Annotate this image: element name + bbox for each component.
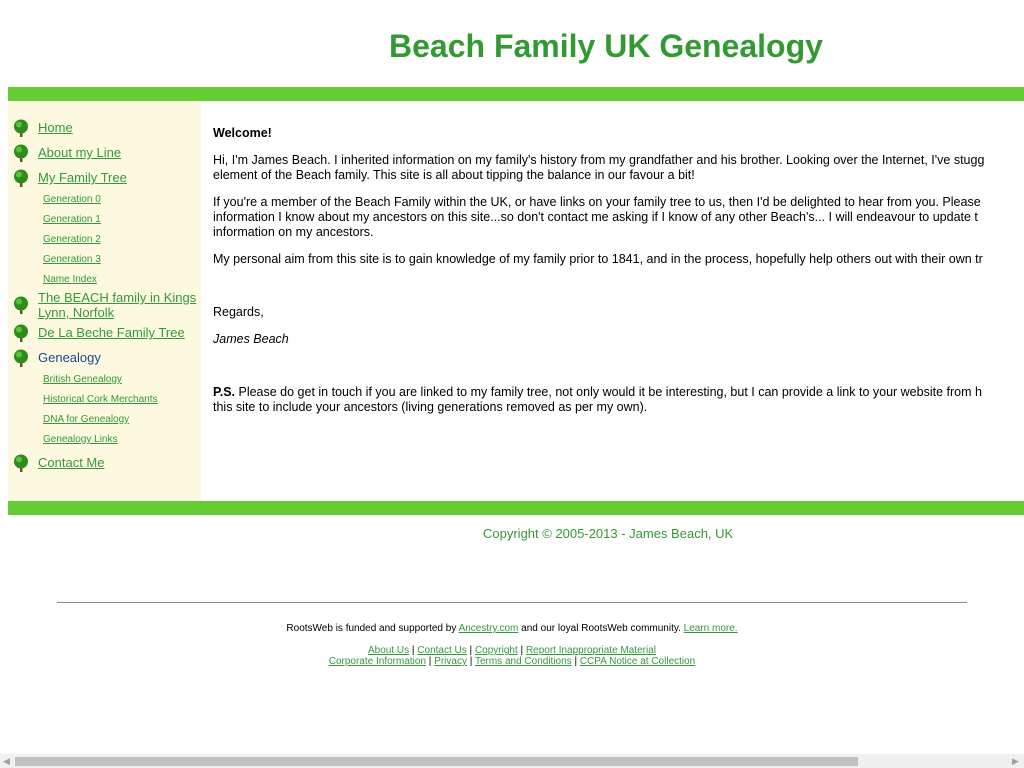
link-separator: | [466, 656, 475, 667]
rootsweb-funding-line [0, 623, 1024, 634]
contact-paragraph-line: If you're a member of the Beach Family within the UK, or have links on your family tree to us, then I'd be delighted to hear from you. Please [213, 195, 981, 209]
sidebar-link-beach-kings-lynn[interactable] [38, 290, 196, 320]
ps-label: P.S. [213, 385, 236, 399]
terms-link[interactable]: Terms and Conditions [474, 656, 572, 667]
tree-icon [12, 324, 30, 342]
link-separator: | [409, 645, 418, 656]
submenu-link[interactable]: Generation 0 [43, 194, 101, 205]
scrollbar-thumb[interactable] [15, 757, 858, 766]
tree-icon [12, 144, 30, 162]
sidebar-link-contact-me[interactable]: Contact Me [38, 455, 105, 470]
report-material-link[interactable]: Report Inappropriate Material [525, 645, 656, 656]
submenu-link[interactable]: Generation 2 [43, 234, 101, 245]
ps-paragraph-line: this site to include your ancestors (living generations removed as per my own). [213, 400, 648, 414]
sidebar-link-my-family-tree[interactable]: My Family Tree [38, 170, 127, 185]
sidebar-link-about-my-line[interactable]: About my Line [38, 145, 122, 160]
submenu-link[interactable]: Name Index [43, 274, 97, 285]
privacy-link[interactable]: Privacy [434, 656, 467, 667]
ps-text: Please do get in touch if you are linked to my family tree, not only would it be interesting, but I can provide a link to your website from h [235, 385, 982, 399]
site-title: Beach Family UK Genealogy [389, 28, 823, 64]
bottom-green-bar [8, 501, 1024, 515]
ps-paragraph-line [213, 385, 1024, 400]
ancestry-link[interactable]: Ancestry.com [458, 623, 519, 634]
link-line-2: Lynn, Norfolk [38, 305, 115, 320]
link-separator: | [426, 656, 435, 667]
funding-text-2: and our loyal RootsWeb community. [518, 623, 684, 634]
sidebar [8, 101, 201, 501]
funding-text: RootsWeb is funded and supported by [286, 623, 459, 634]
submenu-link[interactable]: Generation 1 [43, 214, 101, 225]
tree-icon [12, 169, 30, 187]
contact-paragraph-line: information I know about my ancestors on this site...so don't contact me asking if I know of any other Beach's... I will endeavour to update t [213, 210, 978, 224]
link-separator: | [571, 656, 580, 667]
rootsweb-links-row-1 [0, 645, 1024, 656]
link-line-1: The BEACH family in Kings [38, 290, 197, 305]
about-us-link[interactable]: About Us [368, 645, 410, 656]
submenu-link[interactable]: Historical Cork Merchants [43, 394, 158, 405]
regards-text: Regards, [213, 305, 264, 319]
copyright-text: Copyright © 2005-2013 - James Beach, UK [483, 526, 734, 541]
submenu-link[interactable]: British Genealogy [43, 374, 122, 385]
aim-paragraph: My personal aim from this site is to gain knowledge of my family prior to 1841, and in the process, hopefully help others out with their own tr [213, 252, 983, 266]
main-content [213, 126, 1024, 415]
tree-icon [12, 454, 30, 472]
divider [57, 602, 967, 603]
sidebar-current-genealogy[interactable]: Genealogy [38, 350, 101, 365]
tree-icon [12, 119, 30, 137]
top-green-bar [8, 87, 1024, 101]
ccpa-link[interactable]: CCPA Notice at Collection [579, 656, 696, 667]
corporate-info-link[interactable]: Corporate Information [328, 656, 427, 667]
horizontal-scrollbar[interactable] [0, 754, 1024, 768]
sidebar-link-home[interactable]: Home [38, 120, 73, 135]
welcome-heading: Welcome! [213, 126, 272, 140]
contact-us-link[interactable]: Contact Us [417, 645, 467, 656]
signature: James Beach [213, 332, 289, 346]
submenu-link[interactable]: Generation 3 [43, 254, 101, 265]
link-separator: | [517, 645, 526, 656]
tree-icon [12, 296, 30, 314]
rootsweb-links-row-2 [0, 656, 1024, 667]
submenu-link[interactable]: Genealogy Links [43, 434, 118, 445]
contact-paragraph-line: information on my ancestors. [213, 225, 374, 239]
intro-paragraph-line: Hi, I'm James Beach. I inherited information on my family's history from my grandfather and his brother. Looking over the Internet, I've stugg [213, 153, 985, 167]
tree-icon [12, 349, 30, 367]
intro-paragraph-line: element of the Beach family. This site is all about tipping the balance in our favour a bit! [213, 168, 695, 182]
copyright-link[interactable]: Copyright [474, 645, 518, 656]
scroll-right-arrow-icon[interactable]: ▶ [1012, 756, 1019, 766]
scroll-left-arrow-icon[interactable]: ◀ [3, 756, 10, 766]
sidebar-link-de-la-beche[interactable]: De La Beche Family Tree [38, 325, 185, 340]
learn-more-link[interactable]: Learn more. [683, 623, 738, 634]
submenu-link[interactable]: DNA for Genealogy [43, 414, 130, 425]
link-separator: | [466, 645, 475, 656]
